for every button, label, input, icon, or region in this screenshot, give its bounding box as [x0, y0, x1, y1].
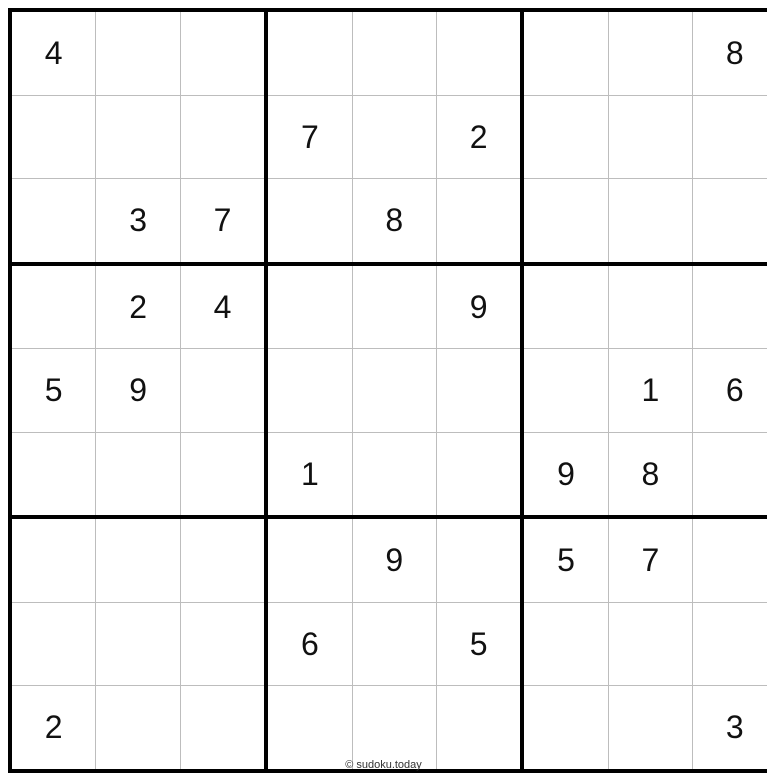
cell-r6c5[interactable]: [352, 432, 436, 517]
cell-r8c9[interactable]: [693, 602, 767, 686]
cell-r2c2[interactable]: [96, 95, 180, 179]
cell-r1c7[interactable]: [522, 10, 608, 95]
cell-r2c9[interactable]: [693, 95, 767, 179]
table-row: [10, 179, 767, 264]
cell-r2c3[interactable]: [180, 95, 266, 179]
cell-r7c5[interactable]: 9: [352, 517, 436, 602]
cell-r5c1[interactable]: 5: [10, 349, 96, 433]
table-row: [10, 686, 767, 771]
cell-r9c4[interactable]: [266, 686, 352, 771]
cell-r5c9[interactable]: 6: [693, 349, 767, 433]
cell-r5c7[interactable]: [522, 349, 608, 433]
cell-r8c2[interactable]: [96, 602, 180, 686]
cell-r3c5[interactable]: 8: [352, 179, 436, 264]
table-row: [10, 10, 767, 95]
cell-r3c1[interactable]: [10, 179, 96, 264]
cell-r2c8[interactable]: [608, 95, 692, 179]
cell-r4c1[interactable]: [10, 264, 96, 349]
cell-r7c6[interactable]: [436, 517, 522, 602]
cell-r4c8[interactable]: [608, 264, 692, 349]
cell-r5c4[interactable]: [266, 349, 352, 433]
cell-r6c6[interactable]: [436, 432, 522, 517]
cell-r6c1[interactable]: [10, 432, 96, 517]
cell-r3c6[interactable]: [436, 179, 522, 264]
cell-r9c6[interactable]: [436, 686, 522, 771]
cell-r3c3[interactable]: 7: [180, 179, 266, 264]
cell-r8c4[interactable]: 6: [266, 602, 352, 686]
cell-r1c2[interactable]: [96, 10, 180, 95]
footer: [0, 759, 767, 771]
cell-r5c6[interactable]: [436, 349, 522, 433]
sudoku-grid-body: [10, 10, 767, 771]
cell-r4c5[interactable]: [352, 264, 436, 349]
table-row: [10, 264, 767, 349]
cell-r2c5[interactable]: [352, 95, 436, 179]
cell-r8c8[interactable]: [608, 602, 692, 686]
cell-r2c1[interactable]: [10, 95, 96, 179]
cell-r1c8[interactable]: [608, 10, 692, 95]
cell-r5c5[interactable]: [352, 349, 436, 433]
cell-r7c4[interactable]: [266, 517, 352, 602]
cell-r4c4[interactable]: [266, 264, 352, 349]
cell-r1c1[interactable]: 4: [10, 10, 96, 95]
cell-r9c1[interactable]: 2: [10, 686, 96, 771]
cell-r9c5[interactable]: [352, 686, 436, 771]
cell-r6c2[interactable]: [96, 432, 180, 517]
sudoku-board: [8, 8, 759, 751]
cell-r3c4[interactable]: [266, 179, 352, 264]
cell-r5c3[interactable]: [180, 349, 266, 433]
cell-r9c9[interactable]: 3: [693, 686, 767, 771]
cell-r8c7[interactable]: [522, 602, 608, 686]
cell-r4c2[interactable]: 2: [96, 264, 180, 349]
cell-r5c2[interactable]: 9: [96, 349, 180, 433]
cell-r1c5[interactable]: [352, 10, 436, 95]
cell-r8c3[interactable]: [180, 602, 266, 686]
cell-r8c6[interactable]: 5: [436, 602, 522, 686]
cell-r5c8[interactable]: 1: [608, 349, 692, 433]
cell-r8c1[interactable]: [10, 602, 96, 686]
site-credit: © sudoku.today: [345, 759, 422, 771]
cell-r6c8[interactable]: 8: [608, 432, 692, 517]
cell-r9c7[interactable]: [522, 686, 608, 771]
table-row: [10, 432, 767, 517]
cell-r7c8[interactable]: 7: [608, 517, 692, 602]
cell-r1c6[interactable]: [436, 10, 522, 95]
sudoku-grid: [8, 8, 767, 773]
cell-r3c7[interactable]: [522, 179, 608, 264]
cell-r9c3[interactable]: [180, 686, 266, 771]
cell-r3c9[interactable]: [693, 179, 767, 264]
table-row: [10, 349, 767, 433]
cell-r4c9[interactable]: [693, 264, 767, 349]
cell-r4c6[interactable]: 9: [436, 264, 522, 349]
cell-r7c2[interactable]: [96, 517, 180, 602]
cell-r7c9[interactable]: [693, 517, 767, 602]
cell-r9c8[interactable]: [608, 686, 692, 771]
cell-r8c5[interactable]: [352, 602, 436, 686]
cell-r4c7[interactable]: [522, 264, 608, 349]
cell-r2c7[interactable]: [522, 95, 608, 179]
cell-r3c8[interactable]: [608, 179, 692, 264]
cell-r2c4[interactable]: 7: [266, 95, 352, 179]
cell-r3c2[interactable]: 3: [96, 179, 180, 264]
cell-r6c7[interactable]: 9: [522, 432, 608, 517]
table-row: [10, 517, 767, 602]
cell-r4c3[interactable]: 4: [180, 264, 266, 349]
cell-r7c1[interactable]: [10, 517, 96, 602]
cell-r7c7[interactable]: 5: [522, 517, 608, 602]
cell-r1c3[interactable]: [180, 10, 266, 95]
cell-r9c2[interactable]: [96, 686, 180, 771]
cell-r2c6[interactable]: 2: [436, 95, 522, 179]
cell-r6c4[interactable]: 1: [266, 432, 352, 517]
table-row: [10, 602, 767, 686]
cell-r6c9[interactable]: [693, 432, 767, 517]
cell-r7c3[interactable]: [180, 517, 266, 602]
table-row: [10, 95, 767, 179]
cell-r1c4[interactable]: [266, 10, 352, 95]
cell-r6c3[interactable]: [180, 432, 266, 517]
cell-r1c9[interactable]: 8: [693, 10, 767, 95]
